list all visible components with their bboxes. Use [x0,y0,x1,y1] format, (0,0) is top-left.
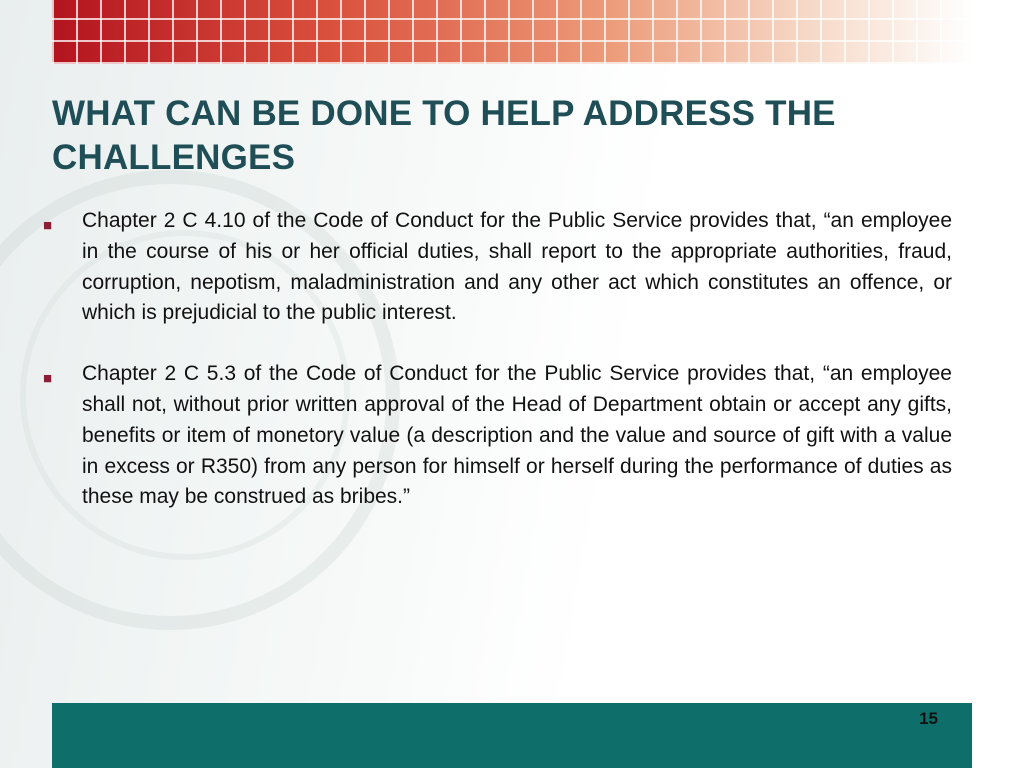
header-grid-banner [52,0,972,64]
bullet-text: Chapter 2 C 5.3 of the Code of Conduct for the Public Service provides that, “an employee shall not, without prior written approval of the Head of Department obtain or accept any gifts, benefits or item of monetory value (a description and the value and source of gift with a value in excess or R350) from any person for himself or herself during the performance of duties as these may be construed as bribes.” [82,362,952,509]
square-bullet-icon: ■ [43,370,53,388]
bullet-item [40,359,952,513]
bullet-item [40,206,952,329]
bullet-list [40,206,952,543]
square-bullet-icon: ■ [43,217,53,234]
bullet-text: Chapter 2 C 4.10 of the Code of Conduct for the Public Service provides that, “an employee in the course of his or her official duties, shall report to the appropriate authorities, fraud, corruption, nepotism, maladministration and any other act which constitutes an offence, or which is prejudicial to the public interest. [82,209,952,325]
footer-bar [52,703,972,768]
page-number: 15 [919,709,938,728]
slide-title: WHAT CAN BE DONE TO HELP ADDRESS THE CHALLENGES [52,94,836,177]
